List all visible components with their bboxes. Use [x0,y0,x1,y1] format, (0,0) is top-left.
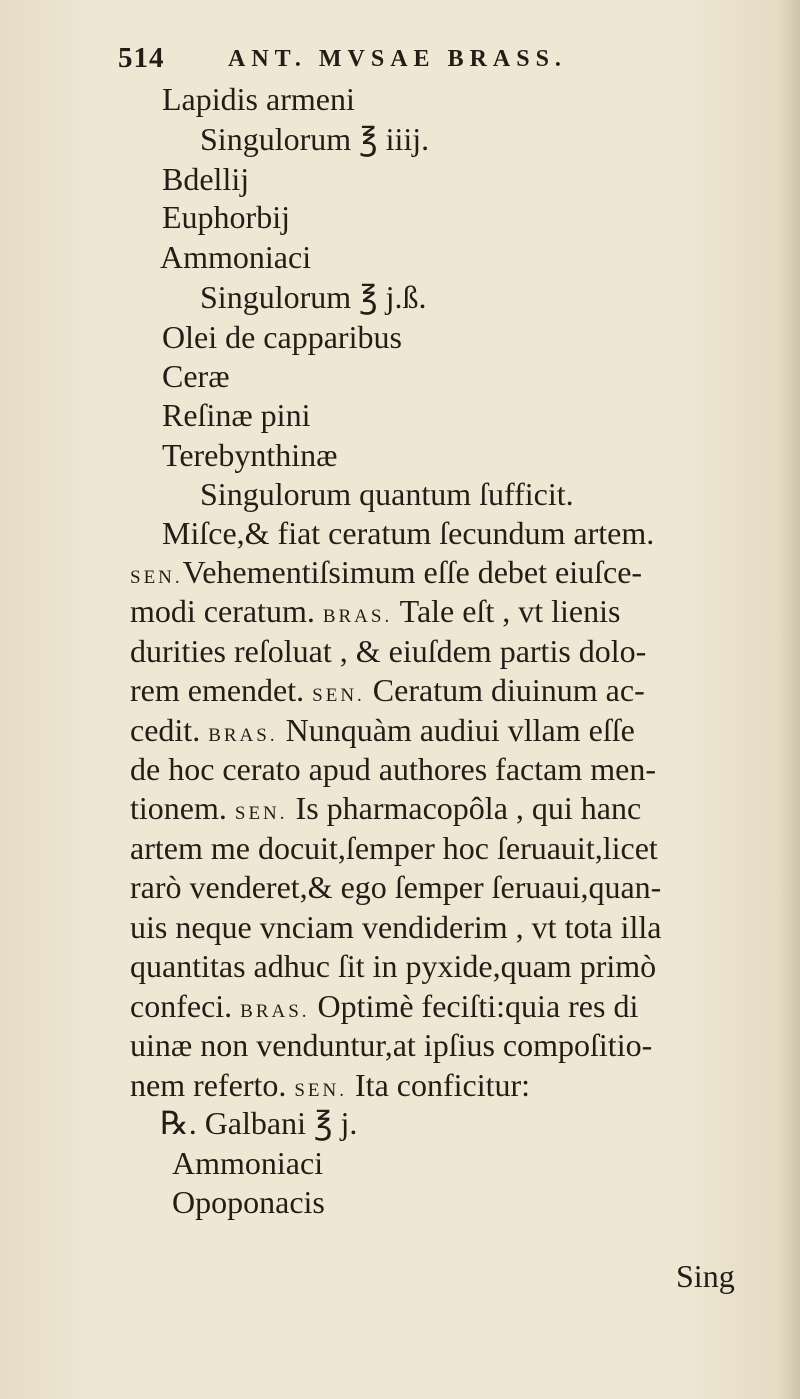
recipe-line: Terebynthinæ [162,437,338,473]
catchword: Sing [676,1258,735,1294]
line-text: cedit. [130,712,201,748]
text-line [130,1066,530,1104]
text-line: quantitas adhuc ſit in pyxide,quam primò [130,948,657,984]
speaker-label: SEN. [234,803,288,824]
speaker-label: BRAS. [322,606,393,627]
recipe-line: ℞. Galbani ℥ j. [160,1105,358,1141]
line-text: Is pharmacopôla , qui hanc [295,790,642,826]
text-line: uinæ non venduntur,at ipſius compoſitio- [130,1027,653,1063]
page-header [118,40,678,84]
text-line [130,592,620,630]
text-line: rarò venderet,& ego ſemper ſeruaui,quan- [130,869,662,905]
recipe-line: Ammoniaci [172,1145,324,1181]
text-line [130,789,641,827]
speaker-label: SEN. [294,1080,348,1101]
recipe-line: Ammoniaci [160,239,312,275]
text-line [130,711,635,749]
recipe-line: Singulorum quantum ſufficit. [200,476,574,512]
line-text: nem referto. [130,1067,287,1103]
line-text: Nunquàm audiui vllam eſſe [285,712,635,748]
recipe-line: Singulorum ℥ iiij. [200,121,430,157]
text-line: de hoc cerato apud authores factam men- [130,751,656,787]
speaker-label: SEN. [130,567,183,588]
speaker-label: BRAS. [208,725,278,746]
recipe-line: Opoponacis [172,1184,325,1220]
line-text: rem emendet. [130,672,305,708]
text-line [130,671,645,709]
recipe-line: Ceræ [162,358,230,394]
running-title: ANT. MVSAE BRASS. [228,46,567,72]
page-number: 514 [118,42,165,74]
line-text: modi ceratum. [130,593,315,629]
text-line: uis neque vnciam vendiderim , vt tota illa [130,909,662,945]
text-line: durities reſoluat , & eiuſdem partis dolo- [130,633,647,669]
line-text: tionem. [130,790,227,826]
recipe-line: Olei de capparibus [162,319,402,355]
recipe-line: Lapidis armeni [162,81,355,117]
line-text: Ceratum diuinum ac- [372,672,645,708]
line-text: Optimè feciſti:quia res di [317,988,639,1024]
line-text: Ita conficitur: [355,1067,531,1103]
recipe-line: Singulorum ℥ j.ß. [200,279,427,315]
speaker-label: BRAS. [240,1001,310,1022]
line-text: Tale eſt , vt lienis [399,593,621,629]
line-text: Vehementiſsimum eſſe debet eiuſce- [182,554,643,590]
text-line: Miſce,& fiat ceratum ſecundum artem. [162,515,655,551]
recipe-line: Euphorbij [162,199,290,235]
page-edge-shadow [778,0,800,1399]
speaker-label: SEN. [312,685,365,706]
text-line: artem me docuit,ſemper hoc ſeruauit,licet [130,830,658,866]
recipe-line: Reſinæ pini [162,397,311,433]
text-line [130,987,638,1025]
text-line [130,553,642,591]
recipe-line: Bdellij [162,161,250,197]
line-text: confeci. [130,988,233,1024]
